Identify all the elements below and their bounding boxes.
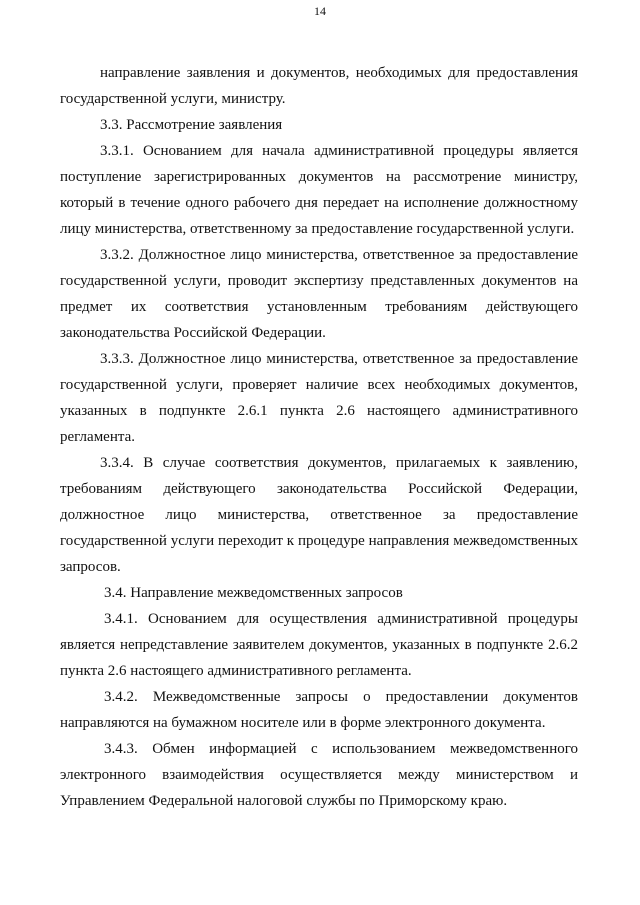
paragraph-3-3-1: 3.3.1. Основанием для начала административной процедуры является поступление зарегистрированных документов на рассмотрение министру, который в течение одного рабочего дня передает на исполнение должностному лицу министерства, ответственному за предоставление государственной услуги. <box>60 143 578 237</box>
paragraph-3-3-4: 3.3.4. В случае соответствия документов, прилагаемых к заявлению, требованиям действующего законодательства Российской Федерации, должностное лицо министерства, ответственное за предоставление государственной услуги переходит к процедуре направления межведомственных запросов. <box>60 455 578 575</box>
paragraph-3-4-3: 3.4.3. Обмен информацией с использованием межведомственного электронного взаимодействия осуществляется между министерством и Управлением Федеральной налоговой службы по Приморскому краю. <box>60 741 578 809</box>
paragraph-3-4-2: 3.4.2. Межведомственные запросы о предоставлении документов направляются на бумажном носителе или в форме электронного документа. <box>60 689 578 731</box>
section-heading-3-4: 3.4. Направление межведомственных запросов <box>104 585 403 601</box>
page-number: 14 <box>314 4 326 18</box>
paragraph-3-3-2: 3.3.2. Должностное лицо министерства, ответственное за предоставление государственной услуги, проводит экспертизу представленных документов на предмет их соответствия установленным требованиям действующего законодательства Российской Федерации. <box>60 247 578 341</box>
document-body <box>60 60 578 814</box>
section-heading-3-3: 3.3. Рассмотрение заявления <box>100 117 283 133</box>
paragraph-continuation: направление заявления и документов, необходимых для предоставления государственной услуги, министру. <box>60 65 578 107</box>
paragraph-3-4-1: 3.4.1. Основанием для осуществления административной процедуры является непредставление заявителем документов, указанных в подпункте 2.6.2 пункта 2.6 настоящего административного регламента. <box>60 611 578 679</box>
paragraph-3-3-3: 3.3.3. Должностное лицо министерства, ответственное за предоставление государственной услуги, проверяет наличие всех необходимых документов, указанных в подпункте 2.6.1 пункта 2.6 настоящего административного регламента. <box>60 351 578 445</box>
